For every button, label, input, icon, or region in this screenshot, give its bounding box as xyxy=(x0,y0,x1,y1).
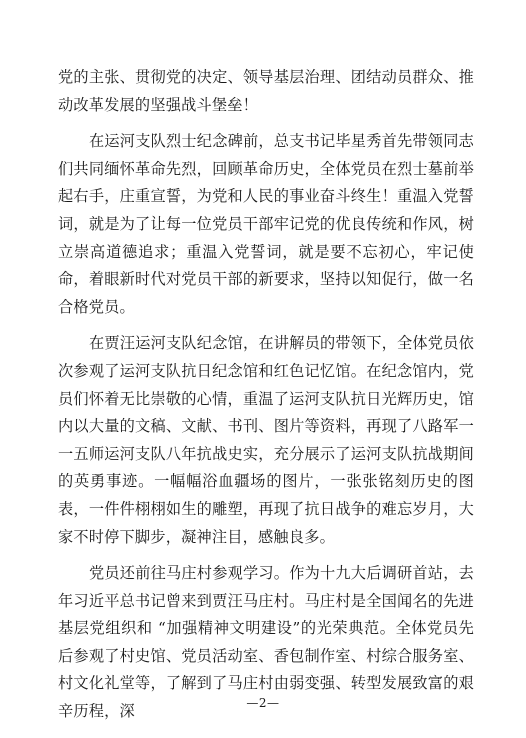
paragraph-continuation: 党的主张、贯彻党的决定、领导基层治理、团结动员群众、推动改革发展的坚强战斗堡垒！ xyxy=(58,68,474,114)
paragraph-mazhuang-village: 党员还前往马庄村参观学习。作为十九大后调研首站，去年习近平总书记曾来到贾汪马庄村。马庄村是全国闻名的先进基层党组织和 “加强精神文明建设”的光荣典范。全体党员先后参观了村史馆、党员活动室、香包制作室、村综合服务室、村文化礼堂等，了解到了马庄村由弱变强、转型发展致富的艰辛历程，深 xyxy=(58,564,474,721)
paragraph-museum-visit: 在贾汪运河支队纪念馆，在讲解员的带领下，全体党员依次参观了运河支队抗日纪念馆和红色记忆馆。在纪念馆内，党员们怀着无比崇敬的心情，重温了运河支队抗日光辉历史，馆内以大量的文稿、文献、书刊、图片等资料，再现了八路军一一五师运河支队八年抗战史实，充分展示了运河支队抗战期间的英勇事迹。一幅幅浴血疆场的图片，一张张铭刻历史的图表，一件件栩栩如生的雕塑，再现了抗日战争的难忘岁月，大家不时停下脚步，凝神注目，感触良多。 xyxy=(58,334,474,546)
page-number: —2— xyxy=(246,696,280,710)
paragraph-memorial-oath: 在运河支队烈士纪念碑前，总支书记毕星秀首先带领同志们共同缅怀革命先烈，回顾革命历史，全体党员在烈士墓前举起右手，庄重宣誓，为党和人民的事业奋斗终生！重温入党誓词，就是为了让每一位党员干部牢记党的优良传统和作风，树立崇高道德追求；重温入党誓词，就是要不忘初心，牢记使命，着眼新时代对党员干部的新要求，坚持以知促行，做一名合格党员。 xyxy=(58,132,474,316)
document-body xyxy=(58,64,474,726)
